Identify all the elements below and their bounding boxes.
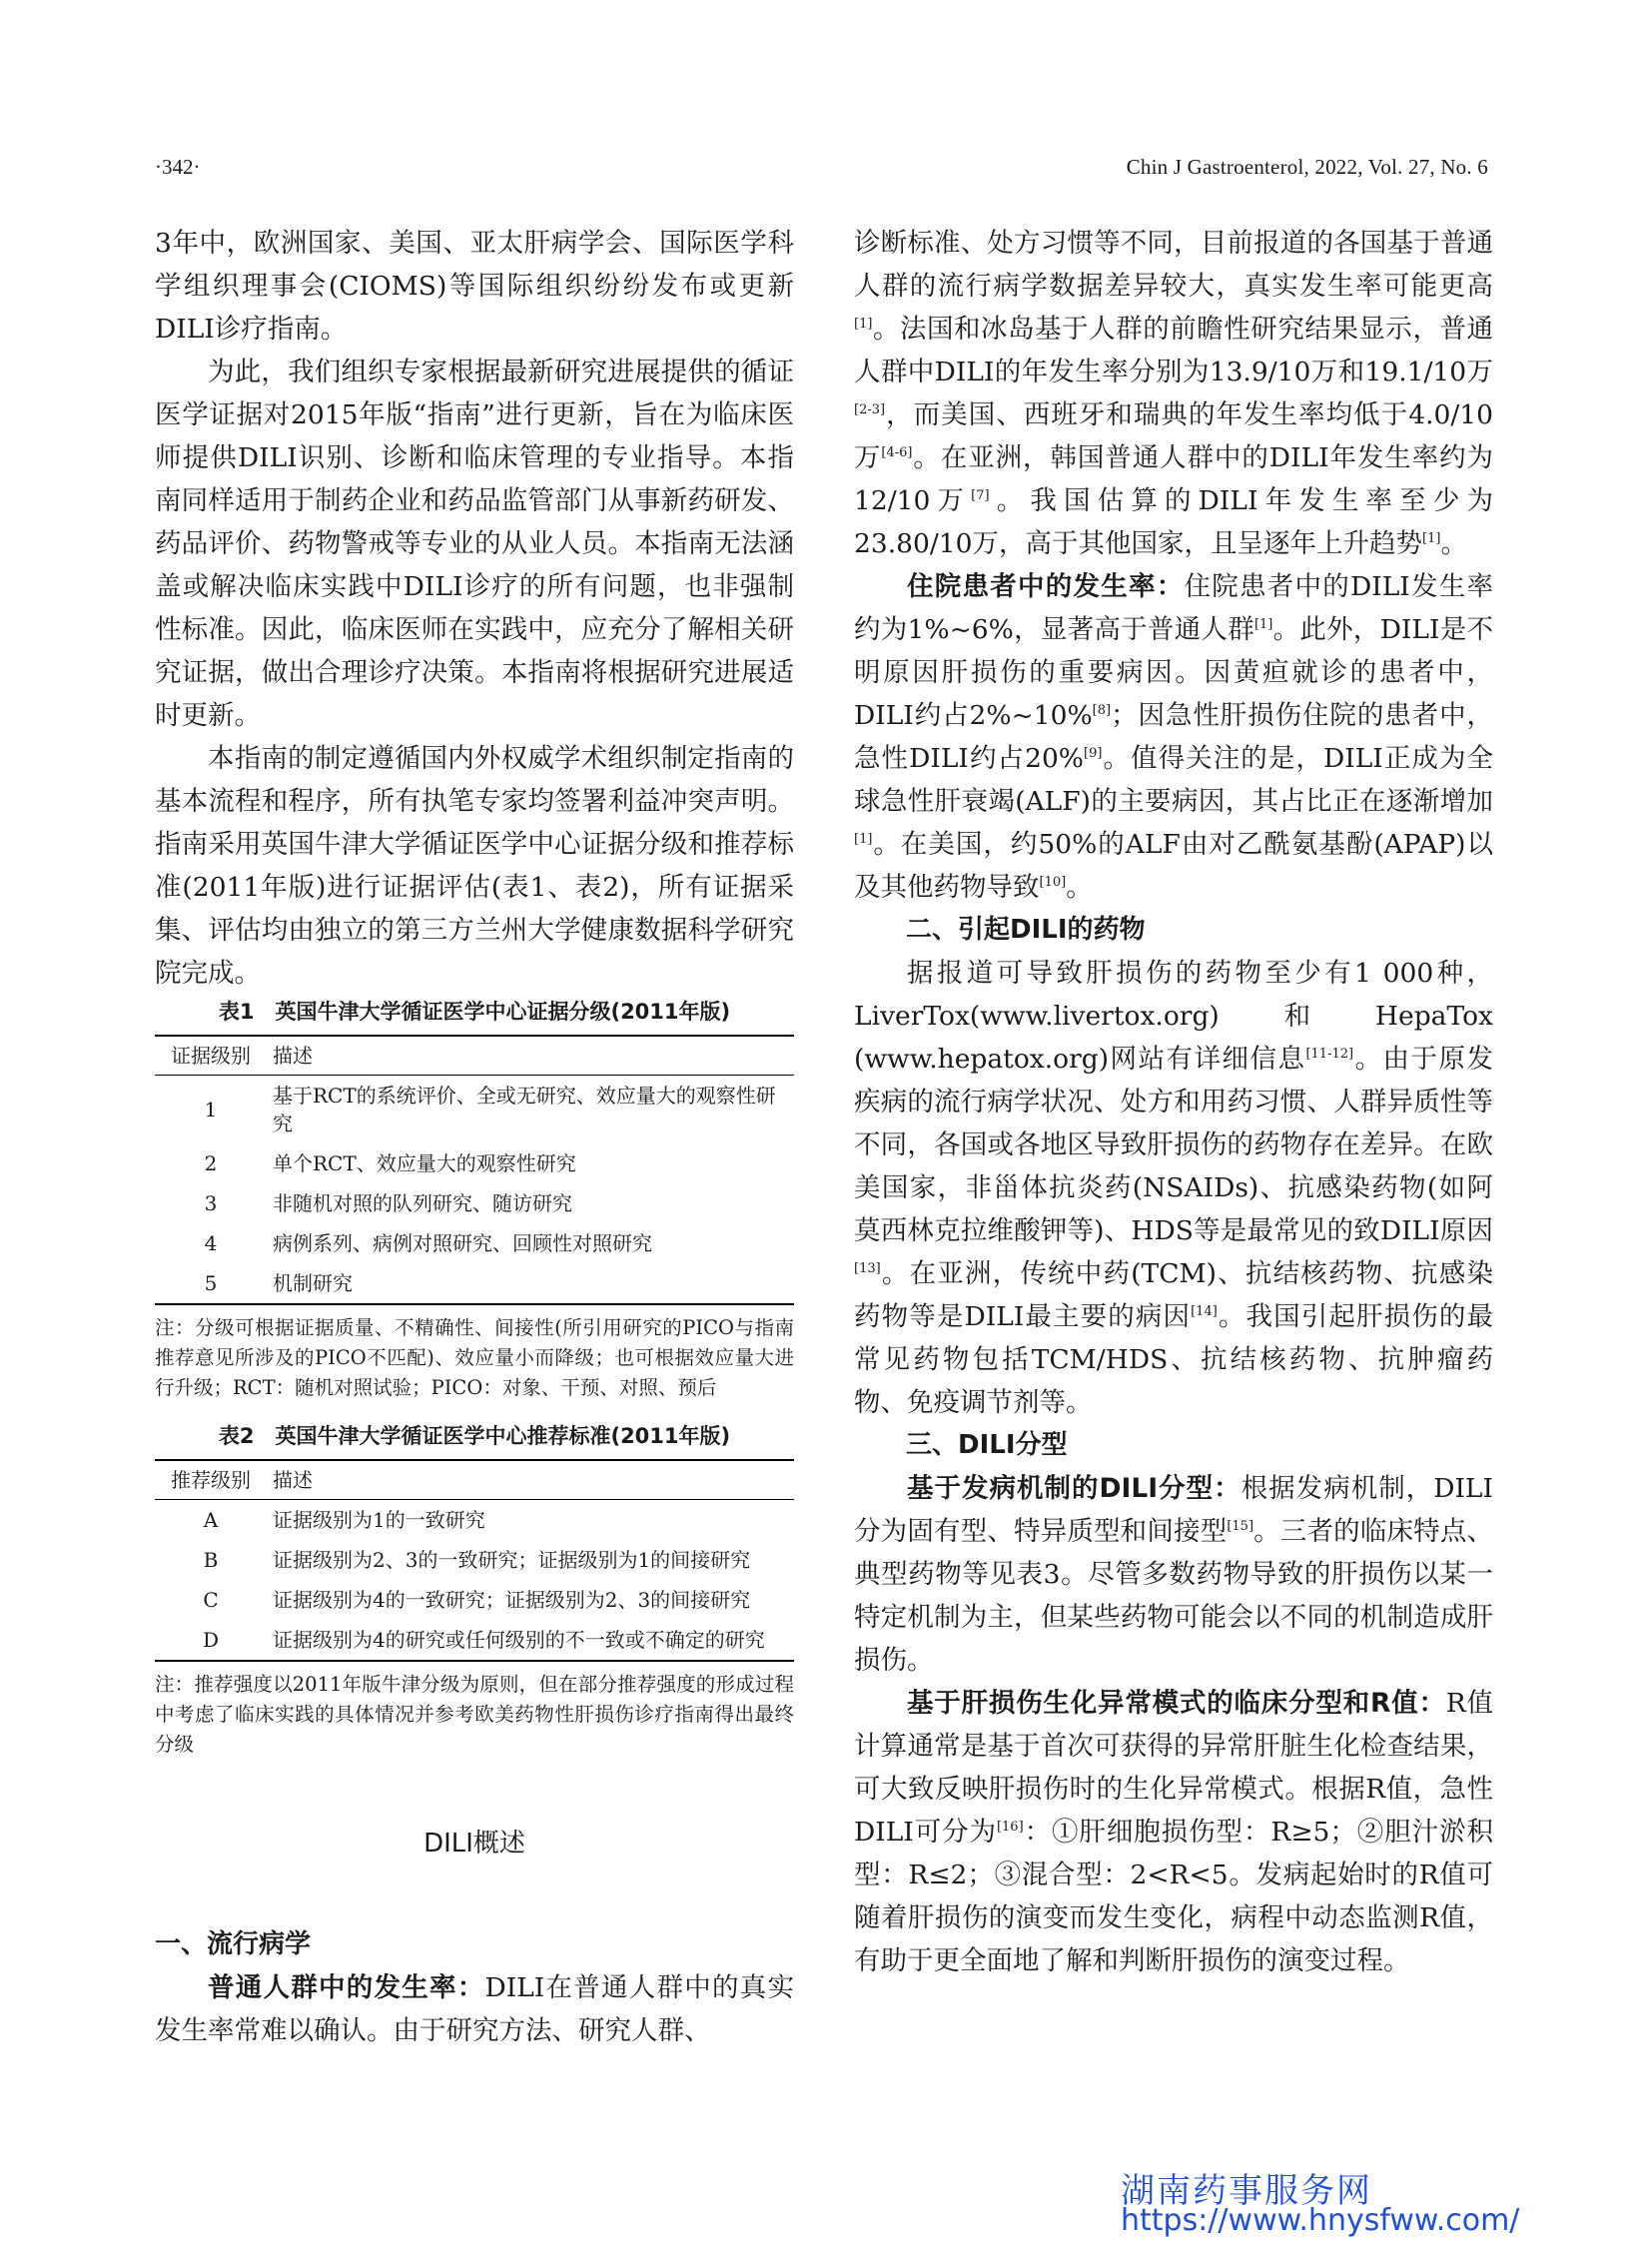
table1-header-desc: 描述 — [267, 1036, 794, 1076]
table-cell: C — [203, 1588, 219, 1612]
table-row — [155, 1076, 794, 1144]
table-row — [155, 1620, 794, 1661]
table-cell: 证据级别为4的一致研究；证据级别为2、3的间接研究 — [273, 1588, 751, 1612]
table-cell: 3 — [204, 1191, 218, 1215]
paragraph: 基于发病机制的DILI分型：根据发病机制，DILI分为固有型、特异质型和间接型[15]。三者的临床特点、典型药物等见表3。尽管多数药物导致的肝损伤以某一特定机制为主，但某些药物可能会以不同的机制造成肝损伤。 — [854, 1473, 1494, 1676]
citation: [11-12] — [1305, 1047, 1354, 1063]
table-row — [155, 1143, 794, 1183]
citation: [1] — [854, 832, 873, 848]
paragraph: 本指南的制定遵循国内外权威学术组织制定指南的基本流程和程序，所有执笔专家均签署利益冲突声明。指南采用英国牛津大学循证医学中心证据分级和推荐标准(2011年版)进行证据评估(表1、表2)，所有证据采集、评估均由独立的第三方兰州大学健康数据科学研究院完成。 — [155, 743, 794, 989]
table-cell: 单个RCT、效应量大的观察性研究 — [273, 1151, 576, 1175]
citation: [1] — [854, 317, 873, 333]
citation: [10] — [1039, 875, 1067, 891]
citation: [1] — [1253, 617, 1273, 633]
table1 — [155, 1035, 794, 1305]
table-cell: B — [203, 1548, 219, 1572]
paragraph: 3年中，欧洲国家、美国、亚太肝病学会、国际医学科学组织理事会(CIOMS)等国际组织纷纷发布或更新DILI诊疗指南。 — [155, 228, 794, 345]
paragraph: 据报道可导致肝损伤的药物至少有1 000种，LiverTox(www.livertox.org)和HepaTox (www.hepatox.org)网站有详细信息[11-12]。由于原发疾病的流行病学状况、处方和用药习惯、人群异质性等不同，各国或各地区导致肝损伤的药物存在差异。在欧美国家，非甾体抗炎药(NSAIDs)、抗感染药物(如阿莫西林克拉维酸钾等)、HDS等是最常见的致DILI原因[13]。在亚洲，传统中药(TCM)、抗结核药物、抗感染药物等是DILI最主要的病因[14]。我国引起肝损伤的最常见药物包括TCM/HDS、抗结核药物、抗肿瘤药物、免疫调节剂等。 — [854, 958, 1494, 1418]
journal-citation: Chin J Gastroenterol, 2022, Vol. 27, No. 6 — [1126, 155, 1488, 179]
citation: [1] — [1422, 531, 1441, 547]
table-row — [155, 1223, 794, 1263]
run-in-heading: 普通人群中的发生率： — [208, 1972, 485, 2003]
citation: [7] — [971, 488, 990, 504]
table-cell: A — [203, 1508, 219, 1532]
table2-header-desc: 描述 — [267, 1460, 794, 1500]
run-in-heading: 基于肝损伤生化异常模式的临床分型和R值： — [907, 1688, 1446, 1719]
table1-header-level: 证据级别 — [155, 1036, 267, 1076]
table2-note: 注：推荐强度以2011年版牛津分级为原则，但在部分推荐强度的形成过程中考虑了临床实践的具体情况并参考欧美药物性肝损伤诊疗指南得出最终分级 — [155, 1673, 794, 1756]
paragraph: 普通人群中的发生率：DILI在普通人群中的真实发生率常难以确认。由于研究方法、研究人群、 — [155, 1972, 794, 2046]
table-row — [155, 1580, 794, 1620]
table-cell: 5 — [155, 1263, 267, 1304]
citation: [14] — [1191, 1304, 1218, 1320]
citation: [16] — [996, 1820, 1024, 1836]
table1-note: 注：分级可根据证据质量、不精确性、间接性(所引用研究的PICO与指南推荐意见所涉及的PICO不匹配)、效应量小而降级；也可根据效应量大进行升级；RCT：随机对照试验；PICO：对象、干预、对照、预后 — [155, 1316, 794, 1399]
subsection-heading: 二、引起DILI的药物 — [906, 915, 1146, 945]
right-column — [854, 222, 1493, 1982]
table2 — [155, 1459, 794, 1662]
table-cell: 机制研究 — [267, 1263, 794, 1304]
citation: [9] — [1084, 746, 1103, 762]
table1-caption: 表1 英国牛津大学循证医学中心证据分级(2011年版) — [218, 1000, 731, 1024]
paragraph: 为此，我们组织专家根据最新研究进展提供的循证医学证据对2015年版“指南”进行更新，旨在为临床医师提供DILI识别、诊断和临床管理的专业指导。本指南同样适用于制药企业和药品监管部门从事新药研发、药品评价、药物警戒等专业的从业人员。本指南无法涵盖或解决临床实践中DILI诊疗的所有问题，也非强制性标准。因此，临床医师在实践中，应充分了解相关研究证据，做出合理诊疗决策。本指南将根据研究进展适时更新。 — [155, 357, 794, 731]
citation: [4-6] — [881, 445, 913, 461]
watermark-title: 湖南药事服务网 — [1121, 2171, 1372, 2211]
table-cell: 2 — [204, 1151, 218, 1175]
table-cell: 基于RCT的系统评价、全或无研究、效应量大的观察性研究 — [273, 1084, 776, 1135]
table-cell: 非随机对照的队列研究、随访研究 — [273, 1191, 572, 1215]
page-number: ·342· — [155, 155, 201, 179]
paragraph: 基于肝损伤生化异常模式的临床分型和R值：R值计算通常是基于首次可获得的异常肝脏生化检查结果，可大致反映肝损伤时的生化异常模式。根据R值，急性DILI可分为[16]：①肝细胞损伤型：R≥5；②胆汁淤积型：R≤2；③混合型：2<R<5。发病起始时的R值可随着肝损伤的演变而发生变化，病程中动态监测R值，有助于更全面地了解和判断肝损伤的演变过程。 — [854, 1688, 1494, 1976]
run-in-heading: 基于发病机制的DILI分型： — [907, 1473, 1241, 1504]
subsection-heading: 三、DILI分型 — [906, 1430, 1068, 1460]
table-cell: 证据级别为2、3的一致研究；证据级别为1的间接研究 — [273, 1548, 751, 1572]
citation: [8] — [1092, 703, 1112, 719]
table-cell: 证据级别为1的一致研究 — [273, 1508, 485, 1532]
citation: [13] — [854, 1261, 881, 1277]
table-cell: D — [155, 1620, 267, 1661]
table-row — [155, 1540, 794, 1580]
table-cell: 4 — [204, 1231, 218, 1255]
table-cell: 证据级别为4的研究或任何级别的不一致或不确定的研究 — [267, 1620, 794, 1661]
left-column — [155, 222, 794, 2052]
subsection-heading: 一、流行病学 — [155, 1929, 312, 1959]
citation: [15] — [1227, 1519, 1254, 1535]
table-row — [155, 1183, 794, 1223]
table2-caption: 表2 英国牛津大学循证医学中心推荐标准(2011年版) — [218, 1424, 731, 1448]
table-cell: 1 — [204, 1098, 218, 1121]
citation: [2-3] — [854, 402, 886, 418]
paragraph: 住院患者中的发生率：住院患者中的DILI发生率约为1%~6%，显著高于普通人群[1]。此外，DILI是不明原因肝损伤的重要病因。因黄疸就诊的患者中，DILI约占2%~10%[8]；因急性肝损伤住院的患者中，急性DILI约占20%[9]。值得关注的是，DILI正成为全球急性肝衰竭(ALF)的主要病因，其占比正在逐渐增加[1]。在美国，约50%的ALF由对乙酰氨基酚(APAP)以及其他药物导致[10]。 — [854, 571, 1494, 903]
table-row — [155, 1500, 794, 1541]
table-row — [155, 1263, 794, 1304]
table2-header-level: 推荐级别 — [155, 1460, 267, 1500]
run-in-heading: 住院患者中的发生率： — [907, 571, 1185, 602]
section-title: DILI概述 — [423, 1829, 525, 1859]
paragraph: 诊断标准、处方习惯等不同，目前报道的各国基于普通人群的流行病学数据差异较大，真实发生率可能更高[1]。法国和冰岛基于人群的前瞻性研究结果显示，普通人群中DILI的年发生率分别为13.9/10万和19.1/10万[2-3]，而美国、西班牙和瑞典的年发生率均低于4.0/10万[4-6]。在亚洲，韩国普通人群中的DILI年发生率约为12/10万[7]。我国估算的DILI年发生率至少为23.80/10万，高于其他国家，且呈逐年上升趋势[1]。 — [854, 228, 1494, 559]
watermark-url[interactable]: https://www.hnysfww.com/ — [1121, 2203, 1520, 2238]
table-cell: 病例系列、病例对照研究、回顾性对照研究 — [273, 1231, 652, 1255]
